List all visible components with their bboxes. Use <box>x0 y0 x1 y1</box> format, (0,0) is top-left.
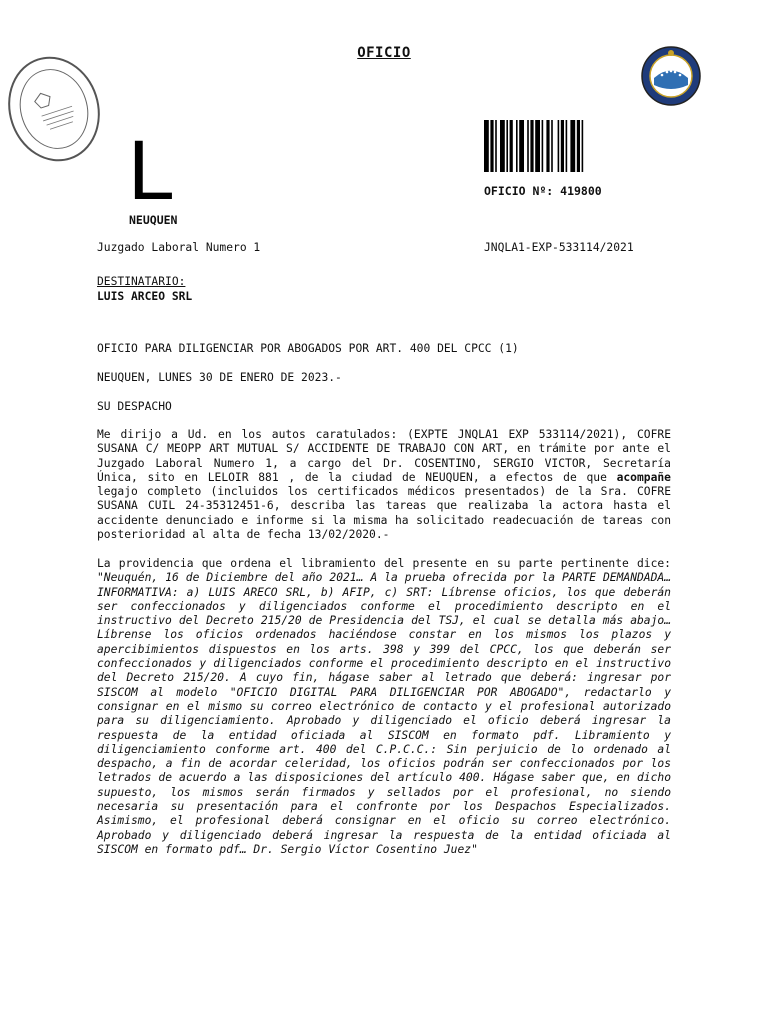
recipient-name: LUIS ARCEO SRL <box>97 290 193 303</box>
subject-line: OFICIO PARA DILIGENCIAR POR ABOGADOS POR ART. 400 DEL CPCC (1) <box>97 342 519 355</box>
barcode-bar <box>506 120 508 172</box>
paragraph-1-text-b: legajo completo (incluidos los certificados médicos presentados) de la Sra. COFRE SUSANA CUIL 24-35312451-6, describa las tareas que realizaba la actora hasta el accidente denunciado e informe si la misma ha solicitado readecuación de tareas con posterioridad al alta de fecha 13/02/2020.- <box>97 485 671 542</box>
recipient-label: DESTINATARIO: <box>97 275 186 288</box>
paragraph-2-intro: La providencia que ordena el libramiento del presente en su parte pertinente dice: <box>97 557 671 570</box>
barcode-bar <box>484 120 489 172</box>
barcode-bar <box>551 120 553 172</box>
barcode-bar <box>542 120 544 172</box>
jurisdiction-letter: L <box>128 123 175 217</box>
body-paragraph-2 <box>97 557 671 857</box>
barcode-bar <box>516 120 518 172</box>
barcode-bar <box>495 120 497 172</box>
salutation: SU DESPACHO <box>97 400 172 413</box>
barcode-bar <box>490 120 493 172</box>
case-file-number: JNQLA1-EXP-533114/2021 <box>484 241 634 254</box>
barcode-bar <box>577 120 580 172</box>
paragraph-1-text-a: Me dirijo a Ud. en los autos caratulados: (EXPTE JNQLA1 EXP 533114/2021), COFRE SUSANA C/ MEOPP ART MUTUAL S/ ACCIDENTE DE TRABAJO CON ART, en trámite por ante el Juzgado Laboral Numero 1, a cargo del Dr. COSENTINO, SERGIO VICTOR, Secretaría Única, sito en LELOIR 881 , de la ciudad de NEUQUEN, a efectos de que <box>97 428 671 484</box>
oficio-number: OFICIO Nº: 419800 <box>484 184 602 198</box>
document-title: OFICIO <box>357 45 411 61</box>
body-paragraph-1 <box>97 428 671 542</box>
barcode-bar <box>519 120 524 172</box>
judicial-seal-logo <box>640 45 702 107</box>
court-name: Juzgado Laboral Numero 1 <box>97 241 261 254</box>
barcode-bar <box>510 120 513 172</box>
barcode-bar <box>546 120 549 172</box>
court-stamp <box>6 50 102 168</box>
barcode-bar <box>535 120 540 172</box>
city-label: NEUQUEN <box>129 213 178 227</box>
barcode-bar <box>570 120 575 172</box>
barcode-bar <box>530 120 533 172</box>
paragraph-2-quote: "Neuquén, 16 de Diciembre del año 2021… A la prueba ofrecida por la PARTE DEMANDADA… INFORMATIVA: a) LUIS ARECO SRL, b) AFIP, c) SRT: Líbrense oficios, los que deberán ser confeccionados y diligenciados conforme el procedimiento descripto en el instructivo del Decreto 215/20 de Presidencia del TSJ, el cual se detalla más abajo… Líbrense los oficios ordenados haciéndose constar en los mismos los plazos y apercibimientos dispuestos en los arts. 398 y 399 del CPCC, los que deberán ser confeccionados y diligenciados conforme el procedimiento descripto en el instructivo del Decreto 215/20. A cuyo fin, hágase saber al letrado que deberá: ingresar por SISCOM al modelo "OFICIO DIGITAL PARA DILIGENCIAR POR ABOGADO", redactarlo y consignar en el mismo su correo electrónico de contacto y el profesional autorizado para su diligenciamiento. Aprobado y diligenciado el oficio deberá ingresar la respuesta de la entidad oficiada al SISCOM en formato pdf. Libramiento y diligenciamiento conforme art. 400 del C.P.C.C.: Sin perjuicio de lo ordenado al despacho, a fin de acordar celeridad, los oficios podrán ser confeccionados por los letrados de acuerdo a las disposiciones del artículo 400. Hágase saber que, en dicho supuesto, los mismos serán firmados y sellados por el profesional, no siendo necesaria su presentación para el confronte por los Despachos Especializados. Asimismo, el profesional deberá consignar en el oficio su correo electrónico. Aprobado y diligenciado deberá ingresar la respuesta de la entidad oficiada al SISCOM en formato pdf… Dr. Sergio Víctor Cosentino Juez" <box>97 571 671 856</box>
barcode-bar <box>558 120 560 172</box>
barcode-bar <box>527 120 529 172</box>
paragraph-1-bold-word: acompañe <box>616 470 671 484</box>
barcode-bar <box>566 120 568 172</box>
barcode-bar <box>582 120 584 172</box>
barcode <box>484 120 616 172</box>
barcode-bar <box>561 120 564 172</box>
date-line: NEUQUEN, LUNES 30 DE ENERO DE 2023.- <box>97 371 342 384</box>
barcode-bar <box>500 120 505 172</box>
